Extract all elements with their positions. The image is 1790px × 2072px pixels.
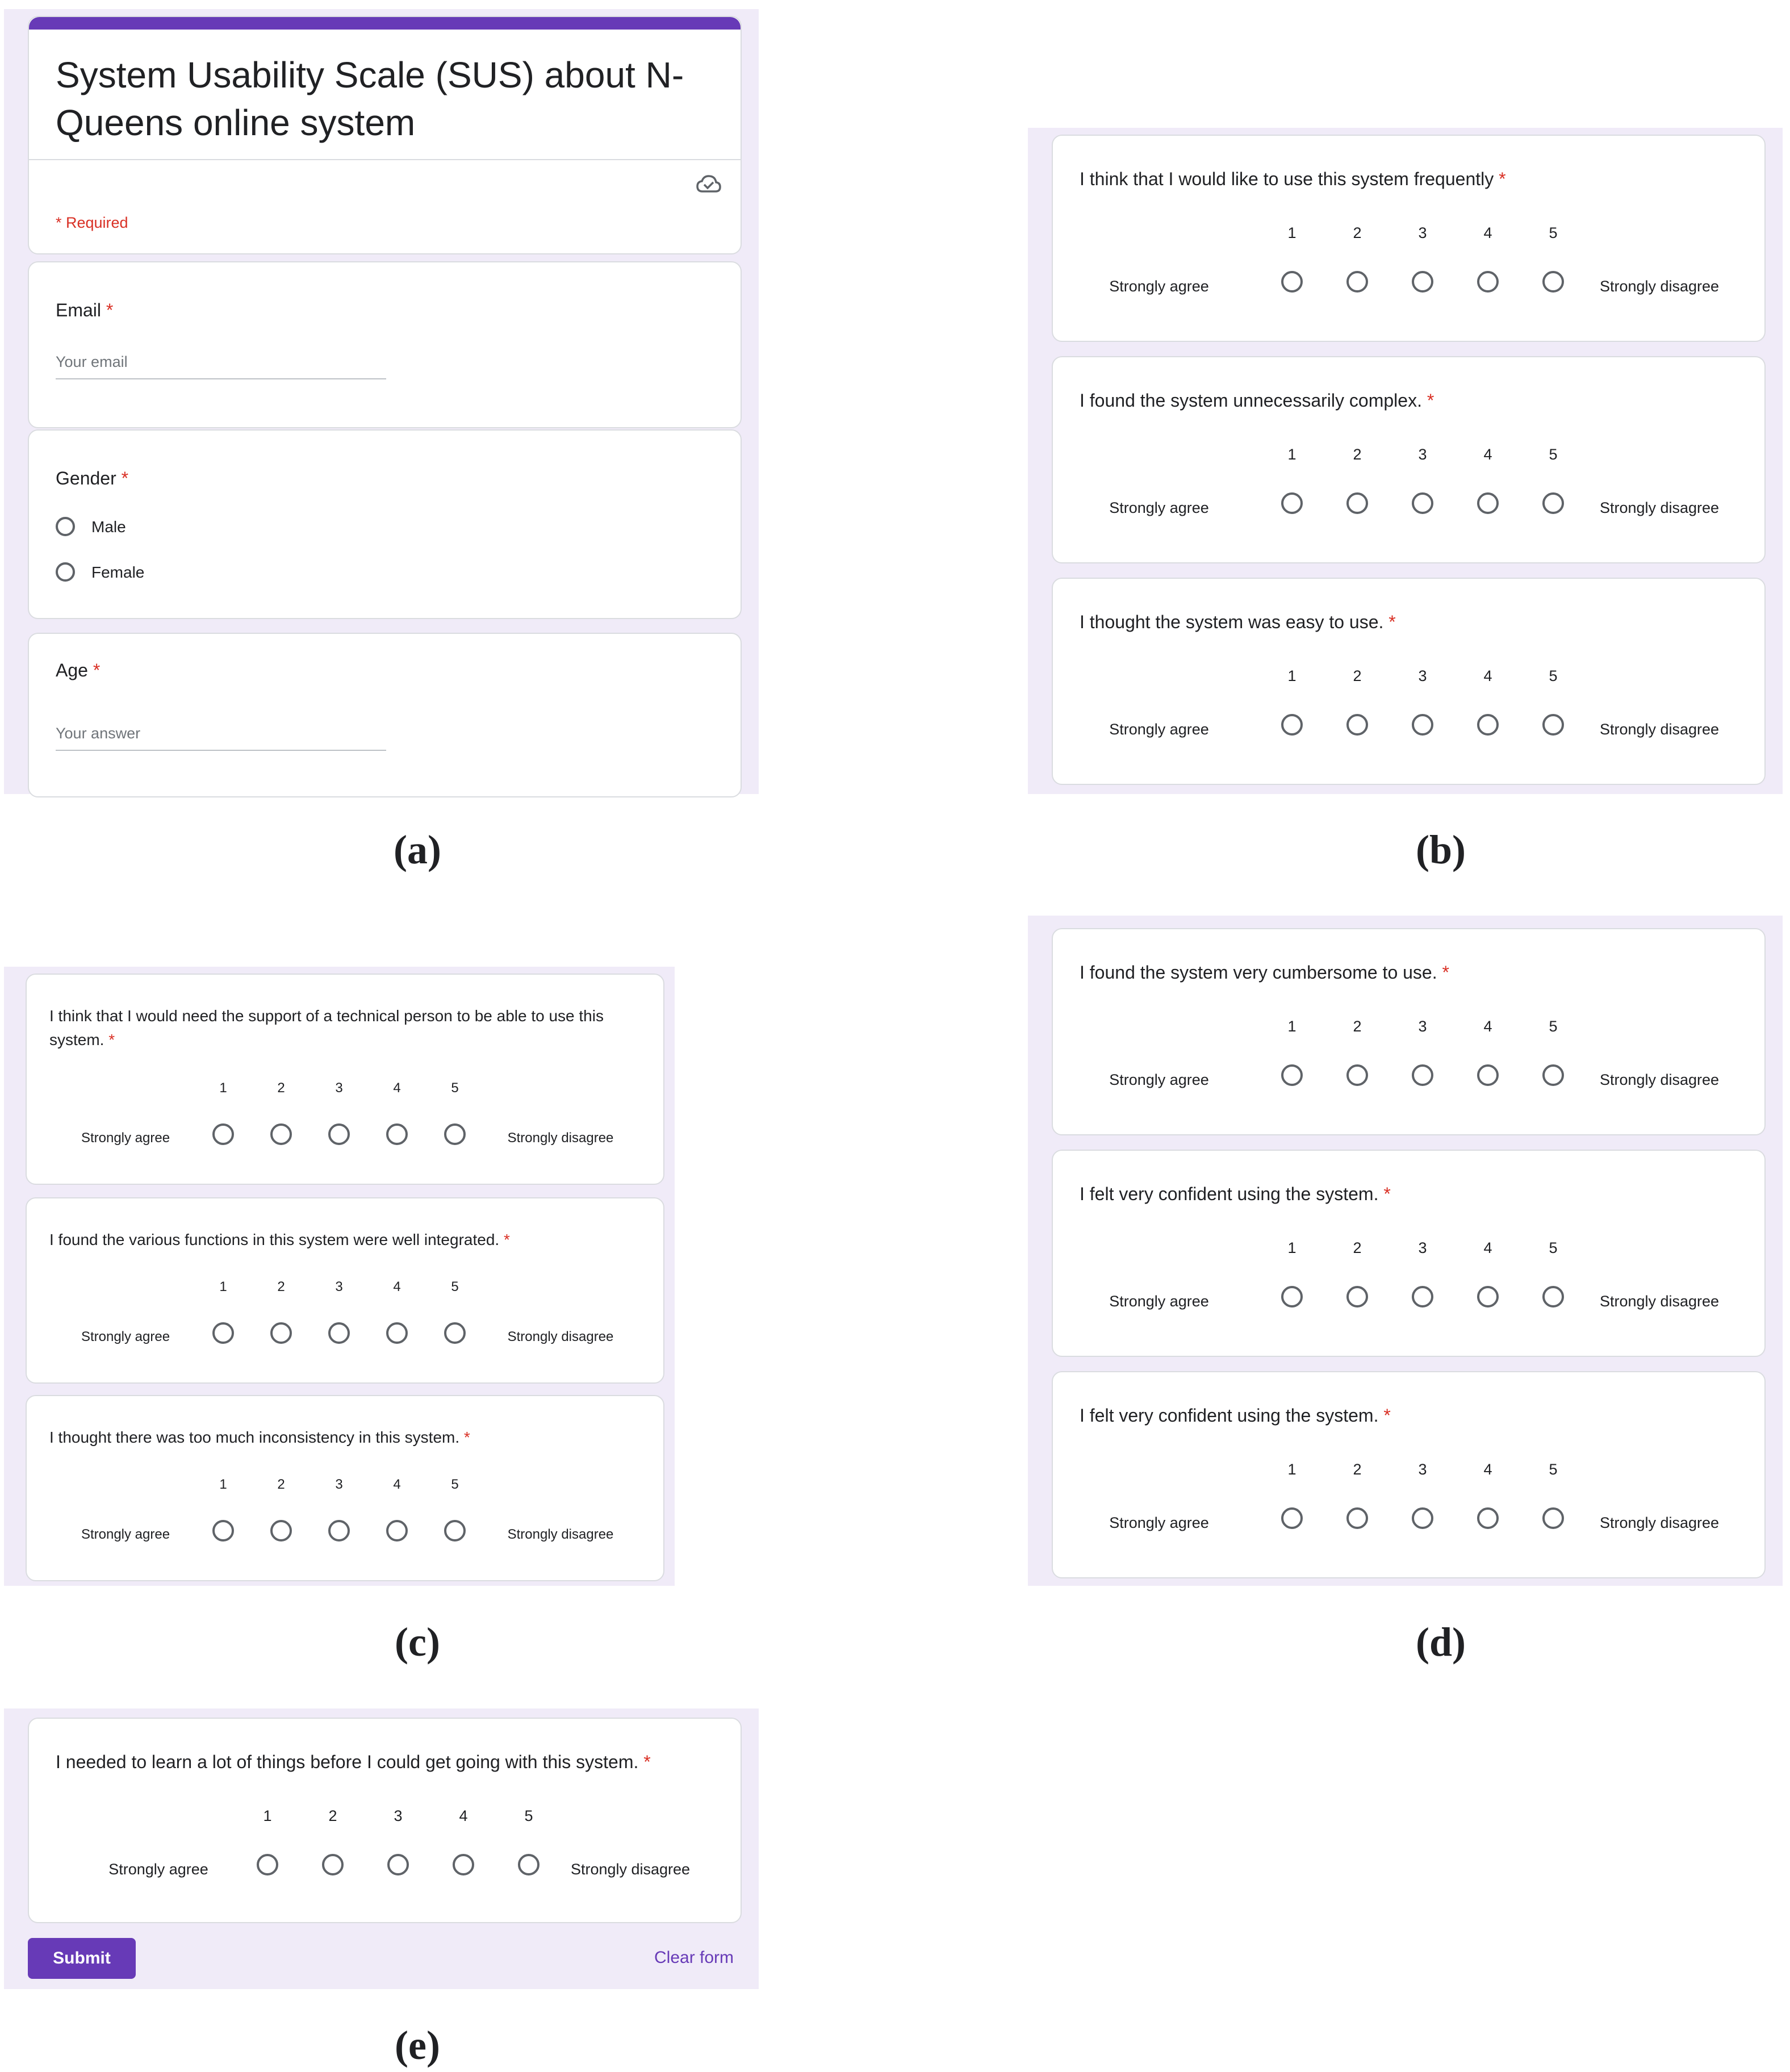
- scale-radio-1[interactable]: [1281, 1286, 1303, 1307]
- scale-question-card: [1052, 135, 1766, 342]
- scale-radio-1[interactable]: [257, 1854, 278, 1875]
- scale-number-3: 3: [1418, 1239, 1427, 1256]
- scale-radio-2[interactable]: [1346, 1507, 1368, 1529]
- required-star: *: [1442, 962, 1449, 983]
- scale-number-2: 2: [1353, 1018, 1362, 1035]
- scale-radio-3[interactable]: [1412, 1064, 1433, 1086]
- scale-high-label: Strongly disagree: [570, 1861, 691, 1878]
- required-star: *: [1499, 169, 1506, 189]
- question-label: [49, 1004, 651, 1052]
- scale-number-5: 5: [451, 1279, 459, 1294]
- question-text: I felt very confident using the system.: [1080, 1405, 1379, 1426]
- scale-radio-3[interactable]: [328, 1123, 350, 1145]
- required-star: *: [1427, 390, 1434, 411]
- required-star: *: [108, 1031, 115, 1048]
- scale-radio-5[interactable]: [1542, 271, 1564, 293]
- age-input[interactable]: Your answer: [56, 725, 141, 742]
- form-header-card: [28, 16, 742, 254]
- scale-high-label: Strongly disagree: [507, 1329, 614, 1344]
- scale-number-4: 4: [393, 1279, 401, 1294]
- scale-radio-2[interactable]: [1346, 492, 1368, 514]
- question-text: I thought the system was easy to use.: [1080, 612, 1384, 632]
- scale-radio-5[interactable]: [1542, 1286, 1564, 1307]
- scale-low-label: Strongly agree: [1109, 499, 1209, 516]
- scale-number-3: 3: [1418, 1018, 1427, 1035]
- scale-question-card: [26, 1197, 664, 1384]
- age-question-card: [28, 633, 742, 797]
- required-star: *: [1388, 612, 1396, 632]
- scale-radio-1[interactable]: [1281, 1064, 1303, 1086]
- required-star: *: [1383, 1405, 1391, 1426]
- email-input-underline: [56, 378, 386, 379]
- scale-number-1: 1: [1287, 1461, 1297, 1478]
- scale-low-label: Strongly agree: [1109, 1514, 1209, 1531]
- scale-low-label: Strongly agree: [1109, 1071, 1209, 1088]
- scale-radio-2[interactable]: [1346, 714, 1368, 736]
- scale-number-5: 5: [1549, 1239, 1558, 1256]
- scale-radio-3[interactable]: [1412, 714, 1433, 736]
- gender-female-radio[interactable]: [56, 562, 75, 582]
- scale-number-1: 1: [263, 1807, 272, 1824]
- scale-number-4: 4: [1483, 1461, 1492, 1478]
- question-text: I think that I would need the support of a technical person to be able to use this system.: [49, 1007, 604, 1048]
- required-note: * Required: [56, 214, 128, 231]
- scale-number-1: 1: [1287, 1239, 1297, 1256]
- scale-number-4: 4: [1483, 446, 1492, 463]
- scale-number-2: 2: [328, 1807, 337, 1824]
- scale-high-label: Strongly disagree: [1599, 721, 1720, 738]
- age-label: Age *: [56, 660, 101, 680]
- email-question-card: [28, 261, 742, 428]
- scale-radio-1[interactable]: [1281, 1507, 1303, 1529]
- scale-low-label: Strongly agree: [108, 1861, 208, 1878]
- scale-question-card: [28, 1718, 742, 1923]
- gender-male-radio[interactable]: [56, 517, 75, 536]
- gender-male-label: Male: [91, 518, 126, 536]
- scale-question-card: [1052, 578, 1766, 785]
- scale-question-card: [1052, 928, 1766, 1135]
- caption-d: (d): [1416, 1619, 1466, 1665]
- panel-c: [4, 967, 675, 1586]
- required-star: *: [503, 1231, 510, 1248]
- question-label: [1080, 960, 1733, 985]
- question-text: I think that I would like to use this system frequently: [1080, 169, 1494, 189]
- scale-radio-2[interactable]: [1346, 1064, 1368, 1086]
- scale-question-card: [1052, 1371, 1766, 1578]
- form-title: System Usability Scale (SUS) about N-Queens online system: [56, 55, 684, 143]
- scale-low-label: Strongly agree: [1109, 1293, 1209, 1310]
- title-divider: [29, 159, 741, 160]
- scale-number-3: 3: [335, 1080, 343, 1096]
- scale-number-2: 2: [1353, 1461, 1362, 1478]
- question-text: I felt very confident using the system.: [1080, 1184, 1379, 1204]
- scale-number-4: 4: [393, 1477, 401, 1492]
- scale-radio-5[interactable]: [1542, 1507, 1564, 1529]
- scale-radio-3[interactable]: [1412, 1286, 1433, 1307]
- scale-radio-5[interactable]: [1542, 492, 1564, 514]
- scale-radio-2[interactable]: [1346, 271, 1368, 293]
- question-text: I thought there was too much inconsistency in this system.: [49, 1428, 460, 1446]
- question-label: [1080, 1181, 1733, 1206]
- scale-radio-4[interactable]: [1477, 1507, 1499, 1529]
- scale-radio-2[interactable]: [1346, 1286, 1368, 1307]
- panel-d: [1028, 916, 1783, 1586]
- question-label: [49, 1228, 651, 1252]
- scale-number-4: 4: [1483, 667, 1492, 684]
- scale-radio-1[interactable]: [212, 1322, 234, 1344]
- question-label: [56, 1749, 709, 1774]
- scale-low-label: Strongly agree: [1109, 721, 1209, 738]
- scale-number-3: 3: [394, 1807, 403, 1824]
- scale-radio-4[interactable]: [1477, 714, 1499, 736]
- scale-number-5: 5: [1549, 1018, 1558, 1035]
- question-text: I needed to learn a lot of things before I could get going with this system.: [56, 1752, 639, 1772]
- scale-number-3: 3: [335, 1279, 343, 1294]
- scale-number-1: 1: [1287, 1018, 1297, 1035]
- scale-radio-2[interactable]: [270, 1322, 292, 1344]
- scale-number-1: 1: [1287, 667, 1297, 684]
- caption-a: (a): [394, 827, 441, 872]
- scale-number-4: 4: [459, 1807, 468, 1824]
- gender-label: Gender *: [56, 468, 129, 488]
- scale-number-4: 4: [393, 1080, 401, 1096]
- scale-low-label: Strongly agree: [81, 1130, 170, 1146]
- submit-button[interactable]: Submit: [28, 1938, 136, 1979]
- scale-question-card: [1052, 1150, 1766, 1357]
- scale-radio-5[interactable]: [444, 1322, 466, 1344]
- scale-number-2: 2: [277, 1080, 285, 1096]
- scale-number-2: 2: [1353, 446, 1362, 463]
- scale-number-2: 2: [1353, 667, 1362, 684]
- scale-radio-1[interactable]: [212, 1123, 234, 1145]
- scale-radio-1[interactable]: [1281, 492, 1303, 514]
- scale-radio-3[interactable]: [328, 1520, 350, 1542]
- scale-radio-4[interactable]: [1477, 271, 1499, 293]
- scale-radio-3[interactable]: [1412, 271, 1433, 293]
- scale-number-5: 5: [524, 1807, 533, 1824]
- scale-radio-4[interactable]: [386, 1322, 408, 1344]
- scale-radio-5[interactable]: [1542, 1064, 1564, 1086]
- panel-e: [4, 1708, 759, 1989]
- gender-female-label: Female: [91, 563, 145, 581]
- required-star: *: [463, 1428, 470, 1446]
- scale-number-1: 1: [219, 1080, 227, 1096]
- scale-radio-4[interactable]: [1477, 1286, 1499, 1307]
- required-star: *: [643, 1752, 651, 1772]
- scale-number-4: 4: [1483, 1018, 1492, 1035]
- scale-number-2: 2: [1353, 224, 1362, 241]
- panel-a: [4, 9, 759, 794]
- scale-radio-1[interactable]: [212, 1520, 234, 1542]
- scale-high-label: Strongly disagree: [507, 1130, 614, 1146]
- scale-radio-2[interactable]: [270, 1520, 292, 1542]
- scale-number-1: 1: [1287, 446, 1297, 463]
- age-input-underline: [56, 750, 386, 751]
- gender-question-card: [28, 429, 742, 619]
- scale-radio-4[interactable]: [453, 1854, 474, 1875]
- scale-question-card: [26, 974, 664, 1185]
- scale-radio-4[interactable]: [386, 1520, 408, 1542]
- scale-number-4: 4: [1483, 224, 1492, 241]
- scale-number-3: 3: [1418, 446, 1427, 463]
- scale-number-5: 5: [1549, 224, 1558, 241]
- email-label: Email *: [56, 300, 114, 320]
- required-star: *: [1383, 1184, 1391, 1204]
- scale-number-3: 3: [1418, 1461, 1427, 1478]
- scale-number-3: 3: [1418, 224, 1427, 241]
- question-label: [1080, 1403, 1733, 1428]
- accent-bar: [29, 17, 741, 30]
- question-label: [49, 1426, 651, 1449]
- caption-b: (b): [1416, 827, 1466, 872]
- scale-number-2: 2: [277, 1279, 285, 1294]
- scale-high-label: Strongly disagree: [1599, 278, 1720, 295]
- scale-radio-2[interactable]: [270, 1123, 292, 1145]
- scale-radio-3[interactable]: [1412, 492, 1433, 514]
- scale-number-3: 3: [335, 1477, 343, 1492]
- scale-low-label: Strongly agree: [81, 1527, 170, 1542]
- scale-low-label: Strongly agree: [1109, 278, 1209, 295]
- scale-number-2: 2: [1353, 1239, 1362, 1256]
- question-text: I found the system unnecessarily complex.: [1080, 390, 1422, 411]
- scale-radio-5[interactable]: [444, 1520, 466, 1542]
- scale-radio-4[interactable]: [386, 1123, 408, 1145]
- scale-radio-3[interactable]: [387, 1854, 409, 1875]
- question-text: I found the system very cumbersome to use.: [1080, 962, 1437, 983]
- scale-number-5: 5: [1549, 1461, 1558, 1478]
- scale-number-5: 5: [1549, 667, 1558, 684]
- question-label: [1080, 166, 1733, 191]
- scale-radio-1[interactable]: [1281, 271, 1303, 293]
- scale-high-label: Strongly disagree: [1599, 499, 1720, 516]
- scale-number-5: 5: [451, 1477, 459, 1492]
- scale-number-2: 2: [277, 1477, 285, 1492]
- caption-c: (c): [395, 1619, 440, 1665]
- scale-number-4: 4: [1483, 1239, 1492, 1256]
- scale-radio-5[interactable]: [444, 1123, 466, 1145]
- scale-high-label: Strongly disagree: [1599, 1514, 1720, 1531]
- scale-radio-2[interactable]: [322, 1854, 344, 1875]
- scale-number-3: 3: [1418, 667, 1427, 684]
- scale-radio-3[interactable]: [328, 1322, 350, 1344]
- email-input[interactable]: Your email: [56, 353, 128, 370]
- scale-number-1: 1: [219, 1477, 227, 1492]
- question-label: [1080, 388, 1733, 413]
- scale-question-card: [26, 1395, 664, 1581]
- scale-number-5: 5: [451, 1080, 459, 1096]
- scale-radio-5[interactable]: [518, 1854, 539, 1875]
- scale-number-5: 5: [1549, 446, 1558, 463]
- clear-form-link[interactable]: Clear form: [654, 1948, 734, 1967]
- scale-high-label: Strongly disagree: [507, 1527, 614, 1542]
- scale-high-label: Strongly disagree: [1599, 1071, 1720, 1088]
- cloud-check-icon: [696, 174, 721, 194]
- scale-radio-4[interactable]: [1477, 492, 1499, 514]
- scale-radio-3[interactable]: [1412, 1507, 1433, 1529]
- panel-b: [1028, 128, 1783, 794]
- question-label: [1080, 609, 1733, 634]
- scale-high-label: Strongly disagree: [1599, 1293, 1720, 1310]
- question-text: I found the various functions in this system were well integrated.: [49, 1231, 500, 1248]
- scale-number-1: 1: [1287, 224, 1297, 241]
- scale-number-1: 1: [219, 1279, 227, 1294]
- scale-radio-4[interactable]: [1477, 1064, 1499, 1086]
- scale-radio-1[interactable]: [1281, 714, 1303, 736]
- scale-question-card: [1052, 356, 1766, 563]
- caption-e: (e): [395, 2023, 440, 2068]
- scale-radio-5[interactable]: [1542, 714, 1564, 736]
- scale-low-label: Strongly agree: [81, 1329, 170, 1344]
